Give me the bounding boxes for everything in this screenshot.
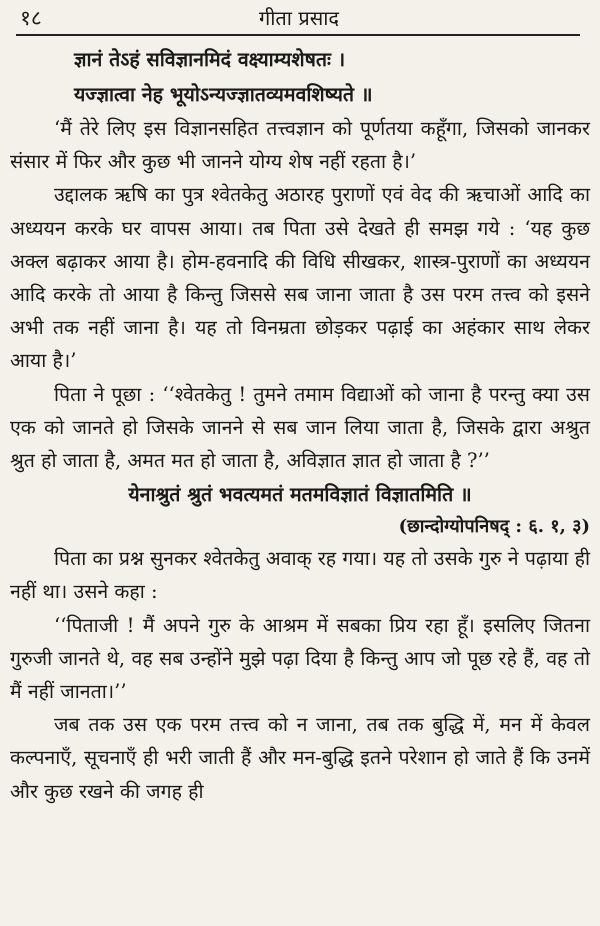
verse-line: येनाश्रुतं श्रुतं भवत्यमतं मतमविज्ञातं विज्ञातमिति ॥ <box>128 483 472 507</box>
verse-line: यज्ज्ञात्वा नेह भूयोऽन्यज्ज्ञातव्यमवशिष्यते ॥ <box>74 83 373 106</box>
verse-line: ज्ञानं तेऽहं सविज्ञानमिदं वक्ष्याम्यशेषतः । <box>74 48 346 71</box>
running-title: गीता प्रसाद <box>258 6 340 30</box>
scripture-reference: (छान्दोग्योपनिषद् : ६. १, ३) <box>398 516 590 538</box>
paragraph: पिता का प्रश्न सुनकर श्वेतकेतु अवाक् रह गया। यह तो उसके गुरु ने पढ़ाया ही नहीं था। उसने कहा : <box>10 547 590 604</box>
page-number: १८ <box>20 6 42 30</box>
page-header <box>8 0 590 34</box>
paragraph: जब तक उस एक परम तत्त्व को न जाना, तब तक बुद्धि में, मन में केवल कल्पनाएँ, सूचनाएँ ही भरी जाती हैं और मन-बुद्धि इतने परेशान हो जाते हैं कि उनमें और कुछ रखने की जगह ही <box>10 713 590 803</box>
paragraph: ‘मैं तेरे लिए इस विज्ञानसहित तत्त्वज्ञान को पूर्णतया कहूँगा, जिसको जानकर संसार में फिर और कुछ भी जानने योग्य शेष नहीं रहता है।’ <box>10 117 590 174</box>
paragraph: पिता ने पूछा : ‘‘श्वेतकेतु ! तुमने तमाम विद्याओं को जाना है परन्तु क्या उस एक को जानते हो जिसके जानने से सब जान लिया जाता है, जिसके द्वारा अश्रुत श्रुत हो जाता है, अमत मत हो जाता है, अविज्ञात ज्ञात हो जाता है ?’’ <box>10 382 590 473</box>
paragraph: उद्दालक ऋषि का पुत्र श्वेतकेतु अठारह पुराणों एवं वेद की ऋचाओं आदि का अध्ययन करके घर वापस आया। तब पिता उसे देखते ही समझ गये : ‘यह कुछ अक्ल बढ़ाकर आया है। होम-हवनादि की विधि सीखकर, शास्त्र-पुराणों का अध्ययन आदि करके तो आया है किन्तु जिससे सब जाना जाता है उस परम तत्त्व को इसने अभी तक नहीं जाना है। यह तो विनम्रता छोड़कर पढ़ाई का अहंकार साथ लेकर आया है।’ <box>10 183 590 373</box>
page-content <box>10 42 590 808</box>
header-rule <box>16 34 580 36</box>
paragraph: ‘‘पिताजी ! मैं अपने गुरु के आश्रम में सबका प्रिय रहा हूँ। इसलिए जितना गुरुजी जानते थे, वह सब उन्होंने मुझे पढ़ा दिया है किन्तु आप जो पूछ रहे हैं, वह तो मैं नहीं जानता।’’ <box>10 613 590 704</box>
